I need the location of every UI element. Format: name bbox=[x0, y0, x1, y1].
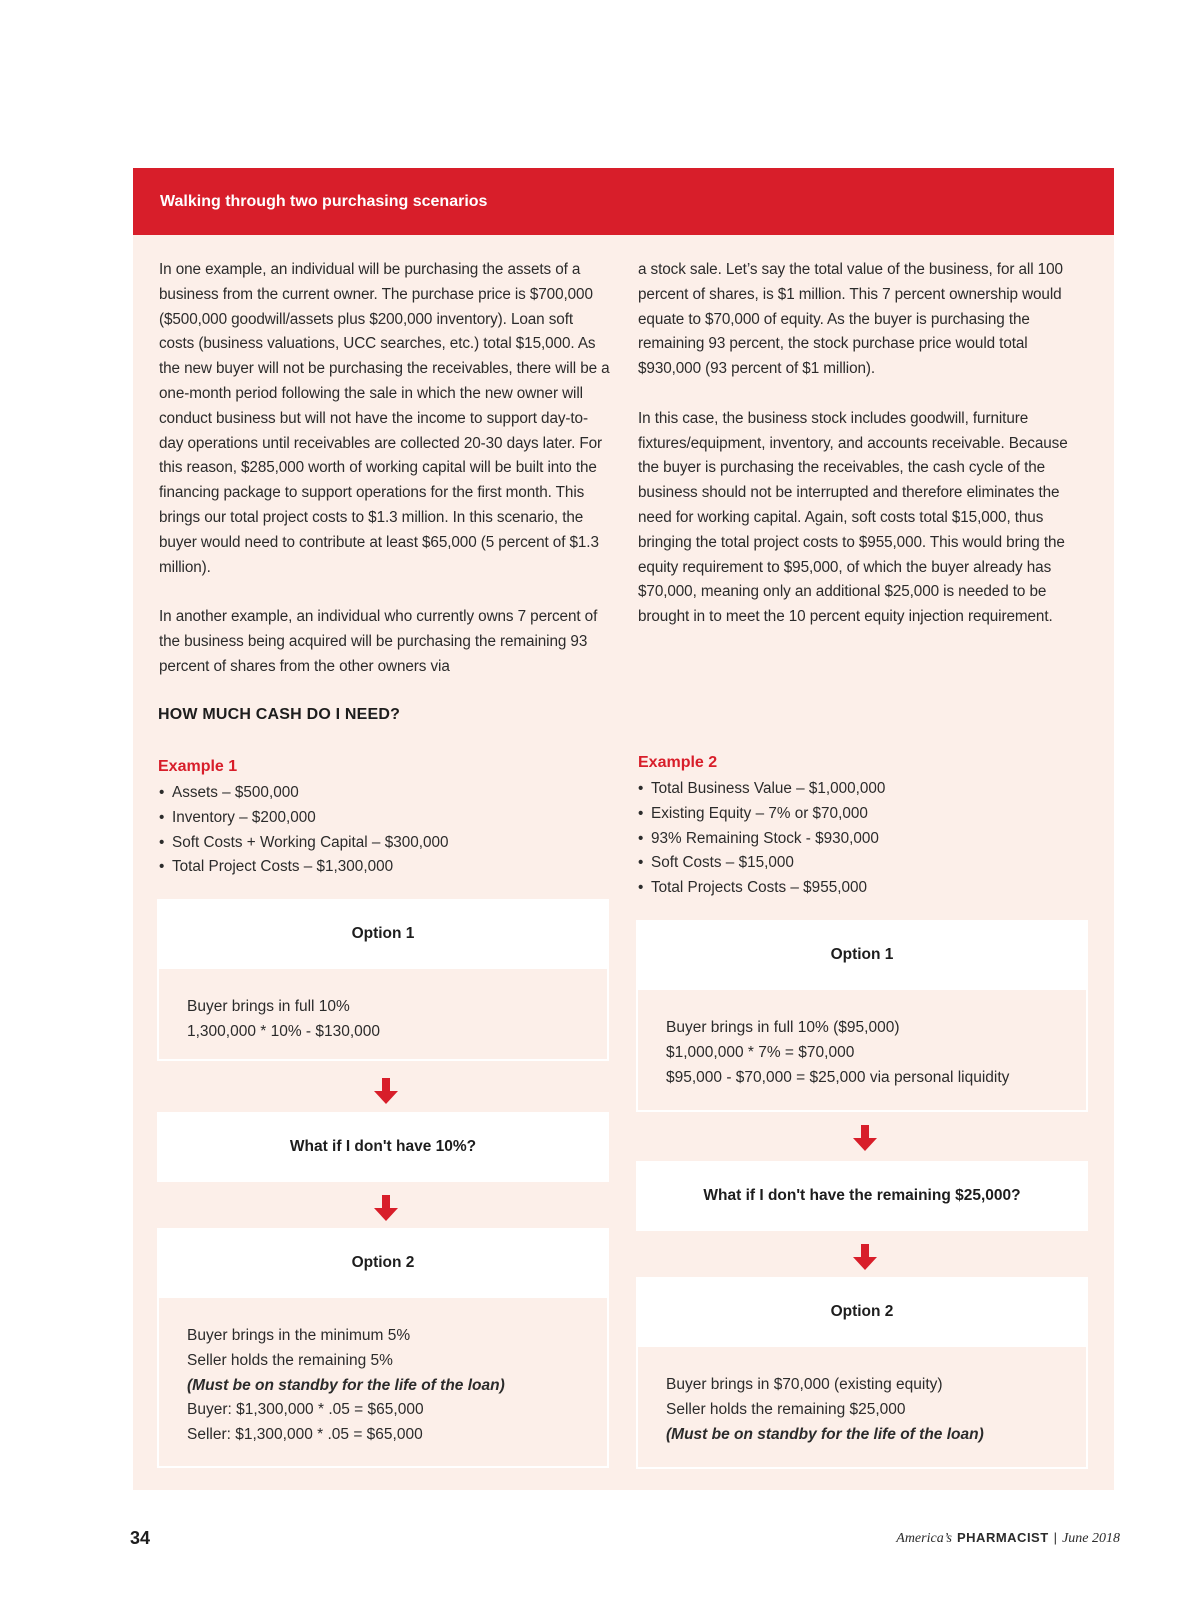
sidebar-title: Walking through two purchasing scenarios bbox=[160, 192, 488, 210]
section-heading: HOW MUCH CASH DO I NEED? bbox=[158, 706, 401, 723]
right-column-text bbox=[638, 258, 1090, 630]
paragraph: In another example, an individual who currently owns 7 percent of the business being acquired will be purchasing the remaining 93 percent of shares from the other owners via bbox=[159, 608, 598, 675]
option-line: Buyer: $1,300,000 * .05 = $65,000 bbox=[187, 1401, 424, 1419]
option-note: (Must be on standby for the life of the loan) bbox=[666, 1425, 984, 1443]
example-2-option-2-body bbox=[636, 1347, 1088, 1469]
list-item: • Total Projects Costs – $955,000 bbox=[638, 879, 867, 897]
example-2-option-2-header bbox=[636, 1277, 1088, 1347]
magazine-name-italic: America’s bbox=[896, 1531, 952, 1546]
sidebar-title-bar bbox=[133, 168, 1114, 235]
option-line: Seller holds the remaining $25,000 bbox=[666, 1400, 906, 1418]
left-column-text bbox=[159, 258, 611, 680]
down-arrow-icon bbox=[374, 1195, 398, 1221]
paragraph: a stock sale. Let’s say the total value of the business, for all 100 percent of shares, is $1 million. This 7 percent ownership would equate to $70,000 of equity. As the buyer is purchasing the remaining 93 percent, the stock purchase price would total $930,000 (93 percent of $1 million). bbox=[638, 261, 1063, 378]
option-label: Option 2 bbox=[830, 1303, 894, 1320]
down-arrow-icon bbox=[853, 1125, 877, 1151]
option-line: 1,300,000 * 10% - $130,000 bbox=[187, 1022, 381, 1040]
example-2-option-1-header bbox=[636, 920, 1088, 990]
list-item: • Existing Equity – 7% or $70,000 bbox=[638, 804, 868, 822]
list-item: • Total Business Value – $1,000,000 bbox=[638, 780, 886, 797]
question-text: What if I don't have the remaining $25,000? bbox=[703, 1187, 1021, 1204]
list-item: • Inventory – $200,000 bbox=[159, 808, 316, 826]
list-item: • 93% Remaining Stock - $930,000 bbox=[638, 829, 879, 847]
paragraph: In one example, an individual will be purchasing the assets of a business from the current owner. The purchase price is $700,000 ($500,000 goodwill/assets plus $200,000 inventory). Loan soft costs (business valuations, UCC searches, etc.) total $15,000. As the new buyer will not be purchasing the receivables, there will be a one-month period following the sale in which the new owner will conduct business but will not have the income to support day-to-day operations until receivables are collected 20-30 days later. For this reason, $285,000 worth of working capital will be built into the financing package to support operations for the first month. This brings our total project costs to $1.3 million. In this scenario, the buyer would need to contribute at least $65,000 (5 percent of $1.3 million). bbox=[159, 261, 610, 576]
example-1-option-2-body bbox=[157, 1298, 609, 1468]
example-2-title: Example 2 bbox=[638, 754, 718, 771]
question-text: What if I don't have 10%? bbox=[289, 1138, 477, 1155]
option-line: Seller holds the remaining 5% bbox=[187, 1351, 393, 1369]
option-label: Option 1 bbox=[351, 925, 415, 942]
list-item: • Total Project Costs – $1,300,000 bbox=[159, 858, 394, 876]
list-item: • Assets – $500,000 bbox=[159, 784, 299, 801]
example-1-list bbox=[159, 781, 449, 880]
example-2-list bbox=[638, 777, 885, 901]
page-number: 34 bbox=[130, 1528, 151, 1548]
magazine-name: PHARMACIST bbox=[957, 1530, 1049, 1545]
example-2-question-box bbox=[636, 1161, 1088, 1231]
option-line: $95,000 - $70,000 = $25,000 via personal liquidity bbox=[666, 1068, 1010, 1086]
footer-separator: | bbox=[1053, 1530, 1058, 1545]
down-arrow-icon bbox=[853, 1244, 877, 1270]
option-label: Option 1 bbox=[830, 946, 894, 963]
example-1-option-1-header bbox=[157, 899, 609, 969]
list-item: • Soft Costs + Working Capital – $300,000 bbox=[159, 833, 449, 851]
paragraph: In this case, the business stock includes goodwill, furniture fixtures/equipment, inventory, and accounts receivable. Because the buyer is purchasing the receivables, the cash cycle of the business should not be interrupted and therefore eliminates the need for working capital. Again, soft costs total $15,000, thus bringing the total project costs to $955,000. This would bring the equity requirement to $95,000, of which the buyer already has $70,000, meaning only an additional $25,000 is needed to be brought in to meet the 10 percent equity injection requirement. bbox=[638, 409, 1068, 626]
option-line: Buyer brings in full 10% bbox=[187, 998, 350, 1015]
example-1-title: Example 1 bbox=[158, 758, 238, 775]
issue-date: June 2018 bbox=[1062, 1531, 1120, 1546]
option-label: Option 2 bbox=[351, 1254, 415, 1271]
example-1-question-box bbox=[157, 1112, 609, 1182]
option-line: Seller: $1,300,000 * .05 = $65,000 bbox=[187, 1426, 423, 1444]
example-1-option-2-header bbox=[157, 1228, 609, 1298]
option-line: Buyer brings in full 10% ($95,000) bbox=[666, 1019, 900, 1036]
option-line: Buyer brings in $70,000 (existing equity) bbox=[666, 1376, 943, 1393]
option-line: Buyer brings in the minimum 5% bbox=[187, 1327, 411, 1344]
option-note: (Must be on standby for the life of the loan) bbox=[187, 1376, 505, 1394]
option-line: $1,000,000 * 7% = $70,000 bbox=[666, 1043, 855, 1061]
down-arrow-icon bbox=[374, 1078, 398, 1104]
example-1-option-1-body bbox=[157, 969, 609, 1061]
example-2-option-1-body bbox=[636, 990, 1088, 1112]
running-footer bbox=[896, 1530, 1120, 1547]
list-item: • Soft Costs – $15,000 bbox=[638, 854, 794, 872]
